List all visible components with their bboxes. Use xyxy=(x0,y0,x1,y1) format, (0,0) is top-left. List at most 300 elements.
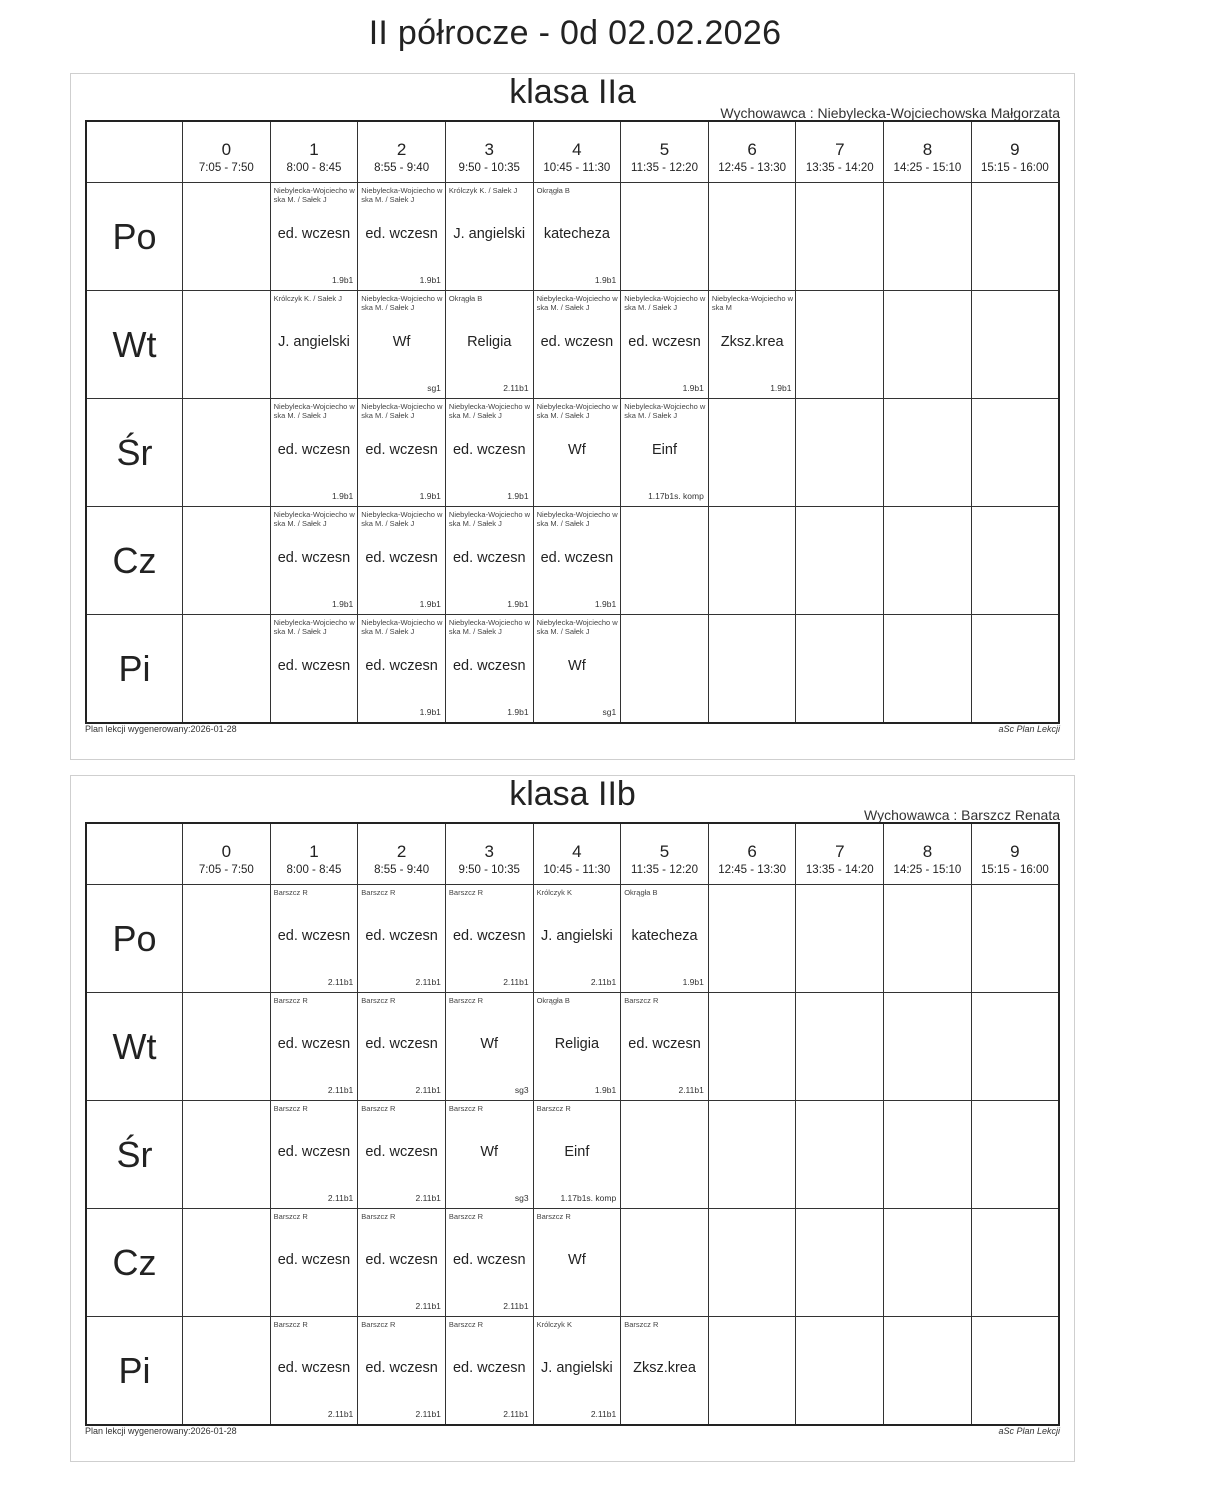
lesson-teacher: Niebylecka-Wojciecho wska M xyxy=(711,294,793,312)
lesson-subject: ed. wczesn xyxy=(277,928,351,944)
lesson-cell xyxy=(445,993,533,1101)
lesson-teacher: Niebylecka-Wojciecho wska M. / Sałek J xyxy=(536,402,618,420)
period-header xyxy=(270,121,358,183)
period-time: 14:25 - 15:10 xyxy=(893,864,962,876)
lesson-cell xyxy=(708,291,796,399)
day-label: Wt xyxy=(86,291,183,399)
lesson-subject: Zksz.krea xyxy=(633,1360,696,1376)
period-time: 15:15 - 16:00 xyxy=(980,162,1049,174)
lesson-teacher: Okrągła B xyxy=(536,996,570,1005)
lesson-teacher: Barszcz R xyxy=(536,1104,571,1113)
empty-cell xyxy=(796,615,884,724)
lesson-cell xyxy=(445,399,533,507)
day-row xyxy=(86,1209,1059,1317)
lesson-room: 1.9b1 xyxy=(682,977,704,987)
empty-cell xyxy=(708,1317,796,1426)
period-time: 11:35 - 12:20 xyxy=(631,864,698,876)
period-number: 1 xyxy=(309,842,319,861)
lesson-teacher: Niebylecka-Wojciecho wska M. / Sałek J xyxy=(624,294,706,312)
lesson-room: sg1 xyxy=(602,707,617,717)
generated-date: Plan lekcji wygenerowany:2026-01-28 xyxy=(85,724,237,734)
lesson-teacher: Barszcz R xyxy=(361,996,396,1005)
period-number: 7 xyxy=(835,842,845,861)
lesson-cell xyxy=(270,1209,358,1317)
lesson-room: 1.17b1s. komp xyxy=(648,491,704,501)
period-time: 13:35 - 14:20 xyxy=(805,162,874,174)
period-header xyxy=(708,823,796,885)
empty-cell xyxy=(796,399,884,507)
lesson-cell xyxy=(533,885,621,993)
lesson-teacher: Królczyk K. / Sałek J xyxy=(448,186,518,195)
lesson-teacher: Niebylecka-Wojciecho wska M. / Sałek J xyxy=(448,402,531,420)
period-header xyxy=(621,121,709,183)
lesson-cell xyxy=(358,399,446,507)
software-credit: aSc Plan Lekcji xyxy=(998,724,1060,734)
day-row xyxy=(86,1101,1059,1209)
day-label: Cz xyxy=(86,507,183,615)
empty-cell xyxy=(796,993,884,1101)
corner-cell xyxy=(86,823,183,885)
lesson-subject: Einf xyxy=(564,1144,590,1160)
lesson-subject: J. angielski xyxy=(541,928,613,944)
timetable-grid xyxy=(85,822,1060,1426)
empty-cell xyxy=(708,183,796,291)
lesson-teacher: Barszcz R xyxy=(361,1212,396,1221)
empty-cell xyxy=(708,615,796,724)
period-time: 10:45 - 11:30 xyxy=(543,162,611,174)
period-number: 0 xyxy=(221,140,232,159)
empty-cell xyxy=(884,885,972,993)
period-header xyxy=(533,823,621,885)
lesson-subject: ed. wczesn xyxy=(365,442,438,458)
lesson-room: 1.9b1 xyxy=(594,275,617,285)
period-time: 12:45 - 13:30 xyxy=(718,864,787,876)
empty-cell xyxy=(971,993,1059,1101)
lesson-cell xyxy=(270,291,358,399)
period-header xyxy=(884,121,972,183)
lesson-cell xyxy=(533,1317,621,1426)
period-time: 13:35 - 14:20 xyxy=(805,864,874,876)
period-number: 5 xyxy=(659,140,670,159)
lesson-teacher: Niebylecka-Wojciecho wska M. / Sałek J xyxy=(448,618,531,636)
period-time: 8:00 - 8:45 xyxy=(286,864,342,876)
lesson-room: 2.11b1 xyxy=(678,1085,704,1095)
lesson-cell xyxy=(270,507,358,615)
class-title: klasa IIa xyxy=(509,73,636,111)
lesson-room: 2.11b1 xyxy=(590,977,617,987)
lesson-room: 2.11b1 xyxy=(503,383,529,393)
lesson-teacher: Niebylecka-Wojciecho wska M. / Sałek J xyxy=(273,186,355,204)
lesson-room: 1.9b1 xyxy=(507,599,529,609)
lesson-teacher: Barszcz R xyxy=(448,996,484,1005)
lesson-teacher: Barszcz R xyxy=(361,1320,396,1329)
lesson-cell xyxy=(270,993,358,1101)
empty-cell xyxy=(708,507,796,615)
lesson-teacher: Niebylecka-Wojciecho wska M. / Sałek J xyxy=(448,510,531,528)
period-number: 8 xyxy=(922,842,933,861)
period-header xyxy=(358,823,446,885)
lesson-room: 2.11b1 xyxy=(327,1193,354,1203)
empty-cell xyxy=(621,1209,709,1317)
period-time: 8:55 - 9:40 xyxy=(374,162,430,174)
period-number: 2 xyxy=(396,140,407,159)
empty-cell xyxy=(183,399,271,507)
lesson-teacher: Królczyk K xyxy=(536,888,572,897)
lesson-subject: ed. wczesn xyxy=(365,1360,438,1376)
lesson-room: sg3 xyxy=(514,1085,529,1095)
lesson-cell xyxy=(270,1101,358,1209)
lesson-subject: Wf xyxy=(480,1144,499,1160)
lesson-teacher: Barszcz R xyxy=(448,1212,484,1221)
empty-cell xyxy=(708,993,796,1101)
lesson-subject: Religia xyxy=(467,334,512,350)
generated-date: Plan lekcji wygenerowany:2026-01-28 xyxy=(85,1426,237,1436)
empty-cell xyxy=(796,885,884,993)
class-teacher: Wychowawca : Barszcz Renata xyxy=(864,807,1060,823)
lesson-teacher: Barszcz R xyxy=(624,996,659,1005)
lesson-subject: ed. wczesn xyxy=(365,928,438,944)
empty-cell xyxy=(796,291,884,399)
lesson-subject: ed. wczesn xyxy=(365,226,438,242)
lesson-teacher: Barszcz R xyxy=(273,1212,308,1221)
lesson-teacher: Królczyk K. / Sałek J xyxy=(273,294,342,303)
class-teacher: Wychowawca : Niebylecka-Wojciechowska Małgorzata xyxy=(720,105,1060,121)
empty-cell xyxy=(621,183,709,291)
period-time: 9:50 - 10:35 xyxy=(458,864,520,876)
empty-cell xyxy=(971,615,1059,724)
day-row xyxy=(86,615,1059,724)
day-label: Cz xyxy=(86,1209,183,1317)
lesson-teacher: Niebylecka-Wojciecho wska M. / Sałek J xyxy=(536,294,618,312)
lesson-room: 1.9b1 xyxy=(419,707,441,717)
empty-cell xyxy=(183,993,271,1101)
lesson-subject: Einf xyxy=(652,442,678,458)
empty-cell xyxy=(708,885,796,993)
day-label: Po xyxy=(86,885,183,993)
lesson-cell xyxy=(533,291,621,399)
empty-cell xyxy=(796,507,884,615)
lesson-cell xyxy=(533,399,621,507)
lesson-subject: ed. wczesn xyxy=(365,1144,438,1160)
lesson-subject: ed. wczesn xyxy=(452,550,526,566)
empty-cell xyxy=(708,1101,796,1209)
lesson-room: 2.11b1 xyxy=(327,1409,354,1419)
period-header xyxy=(971,121,1059,183)
period-header xyxy=(358,121,446,183)
lesson-room: 1.17b1s. komp xyxy=(560,1193,617,1203)
lesson-cell xyxy=(358,885,446,993)
empty-cell xyxy=(971,885,1059,993)
lesson-cell xyxy=(358,1209,446,1317)
lesson-subject: ed. wczesn xyxy=(277,1144,351,1160)
lesson-teacher: Niebylecka-Wojciecho wska M. / Sałek J xyxy=(536,618,618,636)
lesson-subject: Zksz.krea xyxy=(720,334,784,350)
period-time: 15:15 - 16:00 xyxy=(980,864,1049,876)
lesson-room: 1.9b1 xyxy=(507,491,529,501)
lesson-cell xyxy=(358,183,446,291)
lesson-cell xyxy=(533,1101,621,1209)
lesson-subject: J. angielski xyxy=(278,334,350,350)
lesson-room: 2.11b1 xyxy=(503,977,529,987)
empty-cell xyxy=(708,1209,796,1317)
lesson-subject: ed. wczesn xyxy=(277,550,351,566)
lesson-subject: ed. wczesn xyxy=(452,928,526,944)
empty-cell xyxy=(796,1209,884,1317)
lesson-cell xyxy=(621,993,709,1101)
lesson-subject: Wf xyxy=(568,658,586,674)
empty-cell xyxy=(796,183,884,291)
lesson-subject: Wf xyxy=(392,334,411,350)
lesson-cell xyxy=(445,1209,533,1317)
lesson-teacher: Barszcz R xyxy=(273,996,308,1005)
lesson-subject: ed. wczesn xyxy=(452,1252,526,1268)
day-label: Pi xyxy=(86,1317,183,1426)
lesson-room: 2.11b1 xyxy=(415,1193,441,1203)
period-header xyxy=(796,121,884,183)
lesson-room: 1.9b1 xyxy=(507,707,529,717)
empty-cell xyxy=(796,1101,884,1209)
empty-cell xyxy=(971,1209,1059,1317)
lesson-subject: ed. wczesn xyxy=(277,1252,351,1268)
lesson-teacher: Barszcz R xyxy=(273,888,308,897)
period-header xyxy=(445,121,533,183)
lesson-teacher: Niebylecka-Wojciecho wska M. / Sałek J xyxy=(536,510,618,528)
lesson-cell xyxy=(621,1317,709,1426)
period-time: 7:05 - 7:50 xyxy=(198,864,254,876)
lesson-cell xyxy=(445,1101,533,1209)
lesson-teacher: Królczyk K xyxy=(536,1320,572,1329)
lesson-subject: ed. wczesn xyxy=(365,550,438,566)
lesson-cell xyxy=(358,507,446,615)
day-row xyxy=(86,183,1059,291)
day-row xyxy=(86,507,1059,615)
period-time: 9:50 - 10:35 xyxy=(458,162,520,174)
lesson-cell xyxy=(533,183,621,291)
empty-cell xyxy=(884,1317,972,1426)
lesson-cell xyxy=(621,399,709,507)
period-header xyxy=(183,121,271,183)
lesson-teacher: Niebylecka-Wojciecho wska M. / Sałek J xyxy=(361,402,443,420)
period-number: 3 xyxy=(484,842,494,861)
lesson-teacher: Niebylecka-Wojciecho wska M. / Sałek J xyxy=(273,510,355,528)
lesson-teacher: Okrągła B xyxy=(448,294,483,303)
lesson-cell xyxy=(533,507,621,615)
empty-cell xyxy=(884,1101,972,1209)
period-number: 1 xyxy=(309,140,319,159)
lesson-cell xyxy=(445,183,533,291)
period-number: 6 xyxy=(747,140,757,159)
lesson-subject: ed. wczesn xyxy=(277,1036,351,1052)
lesson-room: 2.11b1 xyxy=(590,1409,617,1419)
lesson-cell xyxy=(445,615,533,724)
lesson-cell xyxy=(270,1317,358,1426)
period-number: 3 xyxy=(484,140,494,159)
period-number: 4 xyxy=(572,842,582,861)
period-header xyxy=(445,823,533,885)
empty-cell xyxy=(621,507,709,615)
empty-cell xyxy=(971,507,1059,615)
lesson-room: sg1 xyxy=(427,383,441,393)
lesson-subject: katecheza xyxy=(543,226,610,242)
lesson-subject: ed. wczesn xyxy=(277,442,351,458)
lesson-teacher: Barszcz R xyxy=(448,1104,484,1113)
lesson-cell xyxy=(445,507,533,615)
empty-cell xyxy=(971,1101,1059,1209)
page-title: II półrocze - 0d 02.02.2026 xyxy=(368,14,782,52)
period-time: 10:45 - 11:30 xyxy=(543,864,611,876)
lesson-subject: ed. wczesn xyxy=(628,334,701,350)
lesson-teacher: Okrągła B xyxy=(624,888,658,897)
day-label: Śr xyxy=(86,1101,183,1209)
lesson-teacher: Barszcz R xyxy=(448,888,484,897)
period-number: 7 xyxy=(835,140,845,159)
lesson-subject: ed. wczesn xyxy=(365,1036,438,1052)
period-number: 5 xyxy=(659,842,670,861)
period-header xyxy=(621,823,709,885)
lesson-cell xyxy=(358,993,446,1101)
lesson-subject: Wf xyxy=(568,442,586,458)
lesson-room: 2.11b1 xyxy=(503,1301,529,1311)
period-time: 11:35 - 12:20 xyxy=(631,162,698,174)
day-row xyxy=(86,993,1059,1101)
period-time: 8:00 - 8:45 xyxy=(286,162,342,174)
lesson-teacher: Niebylecka-Wojciecho wska M. / Sałek J xyxy=(361,618,443,636)
period-header xyxy=(971,823,1059,885)
empty-cell xyxy=(183,1317,271,1426)
lesson-cell xyxy=(270,615,358,724)
corner-cell xyxy=(86,121,183,183)
lesson-cell xyxy=(445,291,533,399)
lesson-subject: J. angielski xyxy=(453,226,526,242)
lesson-subject: Wf xyxy=(568,1252,586,1268)
lesson-cell xyxy=(358,1317,446,1426)
lesson-teacher: Niebylecka-Wojciecho wska M. / Sałek J xyxy=(361,294,443,312)
day-row xyxy=(86,399,1059,507)
lesson-room: 1.9b1 xyxy=(682,383,704,393)
day-label: Po xyxy=(86,183,183,291)
period-time: 14:25 - 15:10 xyxy=(893,162,962,174)
lesson-subject: Wf xyxy=(480,1036,499,1052)
empty-cell xyxy=(183,615,271,724)
lesson-room: 1.9b1 xyxy=(419,491,441,501)
lesson-cell xyxy=(621,885,709,993)
empty-cell xyxy=(971,291,1059,399)
lesson-teacher: Niebylecka-Wojciecho wska M. / Sałek J xyxy=(361,186,443,204)
lesson-cell xyxy=(533,615,621,724)
period-header xyxy=(533,121,621,183)
lesson-room: 2.11b1 xyxy=(415,1409,441,1419)
empty-cell xyxy=(971,183,1059,291)
day-row xyxy=(86,885,1059,993)
lesson-room: 2.11b1 xyxy=(415,977,441,987)
lesson-cell xyxy=(358,291,446,399)
day-row xyxy=(86,291,1059,399)
period-header xyxy=(884,823,972,885)
lesson-teacher: Barszcz R xyxy=(448,1320,484,1329)
lesson-subject: ed. wczesn xyxy=(277,226,351,242)
lesson-room: sg3 xyxy=(514,1193,529,1203)
lesson-room: 2.11b1 xyxy=(327,1085,354,1095)
period-number: 9 xyxy=(1010,842,1020,861)
period-number: 8 xyxy=(922,140,933,159)
lesson-teacher: Barszcz R xyxy=(361,888,396,897)
empty-cell xyxy=(708,399,796,507)
empty-cell xyxy=(183,885,271,993)
period-header xyxy=(183,823,271,885)
day-label: Wt xyxy=(86,993,183,1101)
lesson-subject: ed. wczesn xyxy=(540,334,614,350)
empty-cell xyxy=(796,1317,884,1426)
lesson-room: 1.9b1 xyxy=(332,599,354,609)
empty-cell xyxy=(884,183,972,291)
lesson-subject: ed. wczesn xyxy=(365,1252,438,1268)
period-time: 7:05 - 7:50 xyxy=(198,162,254,174)
lesson-room: 1.9b1 xyxy=(594,599,617,609)
lesson-room: 2.11b1 xyxy=(415,1085,441,1095)
period-header xyxy=(708,121,796,183)
lesson-subject: ed. wczesn xyxy=(452,442,526,458)
period-time: 8:55 - 9:40 xyxy=(374,864,430,876)
lesson-cell xyxy=(270,399,358,507)
lesson-cell xyxy=(621,291,709,399)
lesson-room: 1.9b1 xyxy=(332,491,354,501)
lesson-room: 1.9b1 xyxy=(770,383,792,393)
empty-cell xyxy=(621,1101,709,1209)
lesson-cell xyxy=(445,885,533,993)
period-number: 0 xyxy=(221,842,232,861)
empty-cell xyxy=(884,615,972,724)
timetable-grid xyxy=(85,120,1060,724)
lesson-cell xyxy=(533,993,621,1101)
empty-cell xyxy=(884,291,972,399)
empty-cell xyxy=(884,507,972,615)
lesson-subject: katecheza xyxy=(631,928,698,944)
lesson-teacher: Niebylecka-Wojciecho wska M. / Sałek J xyxy=(273,402,355,420)
lesson-teacher: Barszcz R xyxy=(361,1104,396,1113)
software-credit: aSc Plan Lekcji xyxy=(998,1426,1060,1436)
lesson-subject: ed. wczesn xyxy=(540,550,614,566)
empty-cell xyxy=(183,291,271,399)
lesson-cell xyxy=(445,1317,533,1426)
lesson-teacher: Niebylecka-Wojciecho wska M. / Sałek J xyxy=(624,402,706,420)
period-number: 2 xyxy=(396,842,407,861)
lesson-subject: ed. wczesn xyxy=(277,658,351,674)
empty-cell xyxy=(884,399,972,507)
empty-cell xyxy=(971,1317,1059,1426)
timetable-sheet-iib xyxy=(70,775,1075,1462)
lesson-subject: ed. wczesn xyxy=(277,1360,351,1376)
lesson-room: 2.11b1 xyxy=(503,1409,529,1419)
lesson-teacher: Niebylecka-Wojciecho wska M. / Sałek J xyxy=(273,618,355,636)
lesson-cell xyxy=(270,885,358,993)
lesson-subject: Religia xyxy=(554,1036,600,1052)
empty-cell xyxy=(884,993,972,1101)
lesson-subject: ed. wczesn xyxy=(452,1360,526,1376)
lesson-teacher: Barszcz R xyxy=(624,1320,659,1329)
day-label: Śr xyxy=(86,399,183,507)
lesson-cell xyxy=(270,183,358,291)
lesson-teacher: Barszcz R xyxy=(273,1104,308,1113)
lesson-teacher: Niebylecka-Wojciecho wska M. / Sałek J xyxy=(361,510,443,528)
lesson-cell xyxy=(358,1101,446,1209)
lesson-room: 2.11b1 xyxy=(415,1301,441,1311)
period-number: 6 xyxy=(747,842,757,861)
lesson-cell xyxy=(533,1209,621,1317)
day-label: Pi xyxy=(86,615,183,724)
timetable-sheet-iia xyxy=(70,73,1075,760)
lesson-teacher: Barszcz R xyxy=(273,1320,308,1329)
lesson-cell xyxy=(358,615,446,724)
